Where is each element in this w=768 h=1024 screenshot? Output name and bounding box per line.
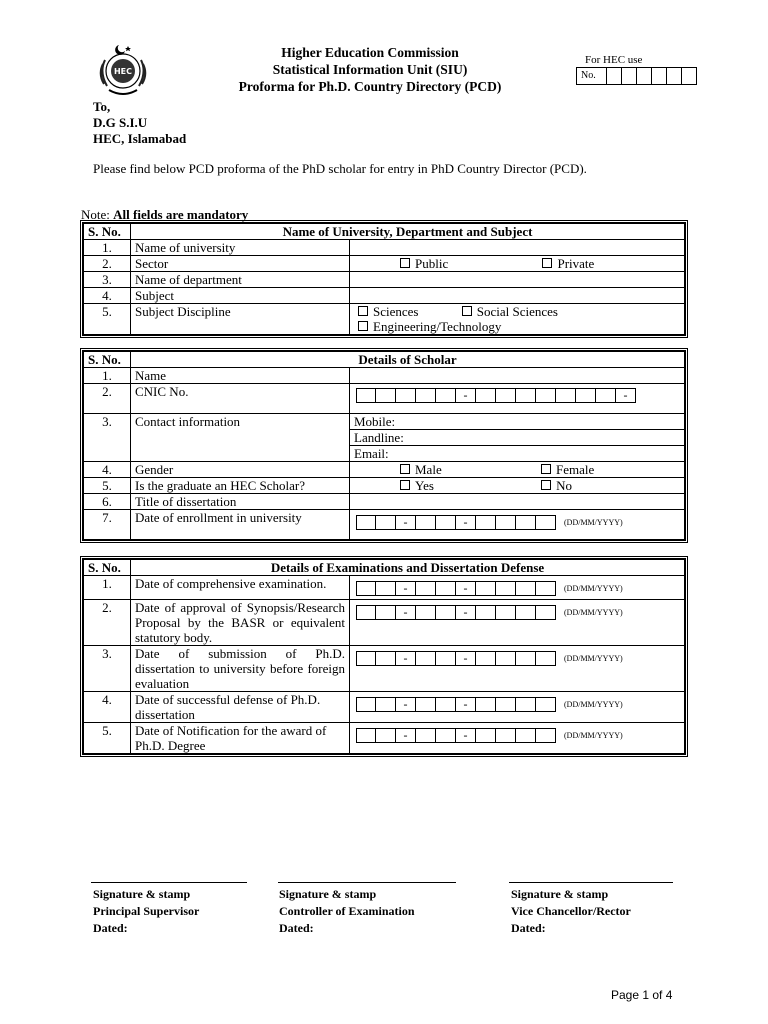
synopsis-approval-date-input[interactable]: - - (DD/MM/YYYY) (356, 604, 680, 620)
landline-field[interactable]: Landline: (350, 430, 685, 446)
comprehensive-exam-date-input[interactable]: - - (DD/MM/YYYY) (356, 580, 680, 596)
org-title: Higher Education Commission (281, 45, 459, 60)
table-row: 2. Sector Public Private (84, 256, 685, 272)
mobile-field[interactable]: Mobile: (350, 414, 685, 430)
signature-block-supervisor: Signature & stamp Principal Supervisor Dated: (93, 887, 200, 935)
note: Note: All fields are mandatory (81, 207, 249, 222)
scholar-name-input[interactable] (350, 368, 685, 384)
table-title: Details of Examinations and Dissertation Defense (131, 560, 685, 576)
defense-date-input[interactable]: - - (DD/MM/YYYY) (356, 696, 680, 712)
discipline-engineering-option[interactable]: Engineering/Technology (358, 319, 501, 334)
signature-line[interactable] (509, 882, 673, 883)
table-row: 4. Gender Male Female (84, 462, 685, 478)
table-title: Name of University, Department and Subject (131, 224, 685, 240)
unit-title: Statistical Information Unit (SIU) (272, 62, 468, 77)
table-row: 5. Subject Discipline Sciences Social Sciences Engineering/Technology (84, 304, 685, 335)
university-name-input[interactable] (350, 240, 685, 256)
hec-logo (95, 40, 151, 98)
intro-text: Please find below PCD proforma of the PhD scholar for entry in PhD Country Director (PCD). (93, 161, 587, 176)
table-row: 6. Title of dissertation (84, 494, 685, 510)
table-row: 1. Name of university (84, 240, 685, 256)
signature-line[interactable] (91, 882, 247, 883)
page-number: Page 1 of 4 (611, 988, 673, 1002)
table-row: 3. Date of submission of Ph.D. dissertation to university before foreign evaluation - - (DD/MM/YYYY) (84, 646, 685, 692)
signature-block-vice-chancellor: Signature & stamp Vice Chancellor/Rector Dated: (511, 887, 631, 935)
signature-line[interactable] (278, 882, 456, 883)
table-row: 1. Name (84, 368, 685, 384)
enrollment-date-input[interactable]: - - (DD/MM/YYYY) (356, 514, 680, 530)
table-row: 5. Date of Notification for the award of Ph.D. Degree - - (DD/MM/YYYY) (84, 723, 685, 754)
cnic-input[interactable]: - - (356, 388, 680, 403)
table-row: 3. Contact information Mobile: (84, 414, 685, 430)
hec-use-label: For HEC use (585, 54, 643, 66)
gender-male-option[interactable]: Male (400, 462, 442, 477)
table-row: 5. Is the graduate an HEC Scholar? Yes No (84, 478, 685, 494)
email-field[interactable]: Email: (350, 446, 685, 462)
checkbox[interactable] (542, 258, 552, 268)
subject-input[interactable] (350, 288, 685, 304)
discipline-sciences-option[interactable]: Sciences (358, 304, 418, 319)
table-row: 3. Name of department (84, 272, 685, 288)
table-row: 4. Date of successful defense of Ph.D. dissertation - - (DD/MM/YYYY) (84, 692, 685, 723)
hec-number-label: No. (577, 68, 607, 84)
scholar-table: S. No. Details of Scholar 1. Name 2. CNIC No. - - 3. Contact information Mobile: Landline: Email: 4. Gender Male Female 5. Is the graduate an HEC Scholar? Yes No 6. Title of dissertation 7. Date of enrollment in university - - (DD/MM/YYYY) (82, 350, 686, 541)
examinations-table: S. No. Details of Examinations and Dissertation Defense 1. Date of comprehensive examination. - - (DD/MM/YYYY) 2. Date of approval of Synopsis/Research Proposal by the BASR or equivalent statutory body. - - (DD/MM/YYYY) 3. Date of submission of Ph.D. dissertation to university before foreign evaluation - - (DD/MM/YYYY) 4. Date of successful defense of Ph.D. dissertation - - (DD/MM/YYYY) 5. Date of Notification for the award of Ph.D. Degree - - (DD/MM/YYYY) (82, 558, 686, 755)
table-row: 2. Date of approval of Synopsis/Research Proposal by the BASR or equivalent statutory body. - - (DD/MM/YYYY) (84, 600, 685, 646)
hec-number-field[interactable] (576, 67, 697, 85)
form-title: Proforma for Ph.D. Country Directory (PCD) (238, 79, 502, 94)
checkbox[interactable] (400, 258, 410, 268)
table-row: 7. Date of enrollment in university - - (DD/MM/YYYY) (84, 510, 685, 540)
table-title: Details of Scholar (131, 352, 685, 368)
hec-scholar-yes-option[interactable]: Yes (400, 478, 434, 493)
hec-scholar-no-option[interactable]: No (541, 478, 572, 493)
dissertation-title-input[interactable] (350, 494, 685, 510)
university-table: S. No. Name of University, Department and Subject 1. Name of university 2. Sector Public Private 3. Name of department 4. Subject 5. Subject Discipline Sciences Social Sciences Engineering/Technology (82, 222, 686, 336)
table-row: 4. Subject (84, 288, 685, 304)
signature-block-controller: Signature & stamp Controller of Examination Dated: (279, 887, 415, 935)
sector-private-option[interactable]: Private (542, 256, 594, 271)
dissertation-submission-date-input[interactable]: - - (DD/MM/YYYY) (356, 650, 680, 666)
svg-text:HEC: HEC (113, 67, 133, 76)
notification-date-input[interactable]: - - (DD/MM/YYYY) (356, 727, 680, 743)
table-row: 1. Date of comprehensive examination. - - (DD/MM/YYYY) (84, 576, 685, 600)
discipline-social-sciences-option[interactable]: Social Sciences (462, 304, 558, 319)
table-row: 2. CNIC No. - - (84, 384, 685, 414)
sector-public-option[interactable]: Public (400, 256, 448, 271)
gender-female-option[interactable]: Female (541, 462, 594, 477)
address-block: To, D.G S.I.U HEC, Islamabad (93, 99, 187, 146)
department-input[interactable] (350, 272, 685, 288)
